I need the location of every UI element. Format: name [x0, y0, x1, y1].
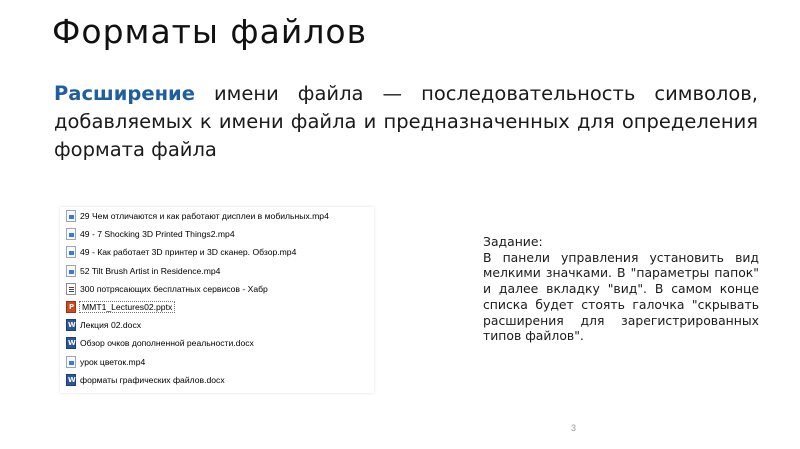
video-file-icon [66, 210, 76, 222]
word-file-icon [66, 319, 76, 331]
file-name: 300 потрясающих бесплатных сервисов - Хабр [80, 283, 268, 294]
file-row [60, 371, 374, 389]
file-row [60, 316, 374, 334]
file-name: урок цветок.mp4 [80, 356, 146, 367]
slide-title: Форматы файлов [52, 12, 368, 51]
video-file-icon [66, 246, 76, 258]
video-file-icon [66, 228, 76, 240]
file-name: форматы графических файлов.docx [80, 374, 225, 385]
document-file-icon [66, 283, 76, 295]
video-file-icon [66, 265, 76, 277]
file-row [60, 353, 374, 371]
page-number: 3 [571, 423, 577, 433]
file-row-selected [60, 298, 374, 316]
word-file-icon [66, 374, 76, 386]
file-name: 49 - 7 Shocking 3D Printed Things2.mp4 [80, 229, 235, 240]
definition-paragraph [54, 80, 758, 164]
file-name: 49 - Как работает 3D принтер и 3D сканер. Обзор.mp4 [80, 247, 297, 258]
file-row [60, 207, 374, 225]
file-row [60, 225, 374, 243]
file-row [60, 280, 374, 298]
word-file-icon [66, 337, 76, 349]
file-name: MMT1_Lectures02.pptx [79, 301, 175, 313]
file-list-screenshot [60, 207, 374, 393]
task-heading: Задание: [483, 234, 543, 249]
definition-term: Расширение [54, 82, 195, 105]
powerpoint-file-icon [66, 301, 76, 313]
file-name: 52 Tilt Brush Artist in Residence.mp4 [80, 265, 221, 276]
task-text: В панели управления установить вид мелкими значками. В "параметры папок" и далее вкладку "вид". В самом конце списка будет стоять галочка "скрывать расширения для зарегистрированных типов файлов". [483, 249, 759, 344]
task-block [483, 234, 759, 344]
definition-text: имени файла — последовательность символов, добавляемых к имени файла и предназначенных для определения формата файла [54, 82, 758, 161]
file-row [60, 262, 374, 280]
file-row [60, 243, 374, 261]
video-file-icon [66, 356, 76, 368]
file-name: Лекция 02.docx [80, 320, 142, 331]
file-name: Обзор очков дополненной реальности.docx [80, 338, 254, 349]
file-row [60, 334, 374, 352]
file-name: 29 Чем отличаются и как работают дисплеи в мобильных.mp4 [80, 211, 329, 222]
